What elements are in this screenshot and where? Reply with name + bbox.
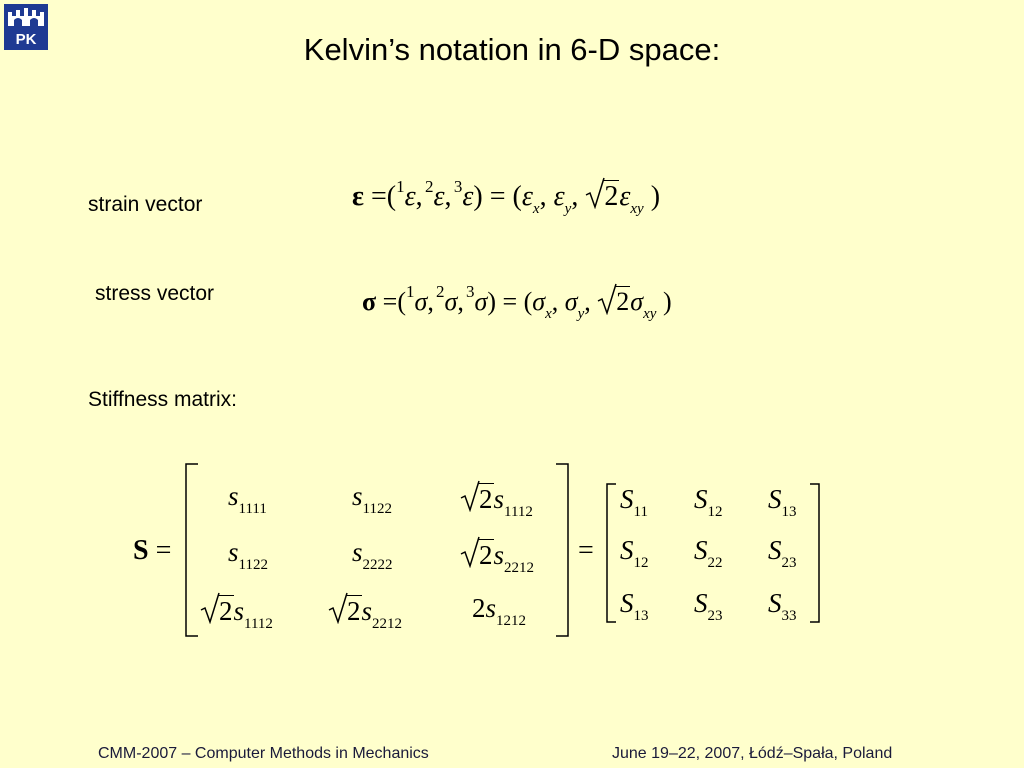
stiffness-right-cell-3-1: $S_{13}$: [620, 588, 649, 624]
stiffness-right-cell-2-3: $S_{23}$: [768, 535, 797, 571]
compliance-left-cell-2-3: $2s_{2212}$: [460, 539, 534, 569]
stiffness-right-cell-3-3: $S_{33}$: [768, 588, 797, 624]
equals-sign: =: [578, 535, 594, 566]
compliance-left-cell-1-3: $2s_{1112}$: [460, 483, 533, 513]
strain-vector-equation: ε =($^1$ε, $^2$ε, $^3\varepsilon) = (\varepsilon_x$, $\varepsilon_y$, $2\varepsilon_{xy}$ ): [352, 177, 661, 217]
stiffness-right-cell-2-2: $S_{22}$: [694, 535, 723, 571]
compliance-left-cell-3-3: $2s_{1212}$: [472, 593, 527, 629]
footer-conference: CMM-2007 – Computer Methods in Mechanics: [98, 745, 429, 762]
stiffness-right-cell-1-2: $S_{12}$: [694, 484, 723, 520]
stiffness-right-cell-1-1: $S_{11}$: [620, 484, 648, 520]
stiffness-right-cell-1-3: $S_{13}$: [768, 484, 797, 520]
compliance-left-cell-1-1: $s_{1111}$: [228, 481, 267, 517]
stiffness-matrix-label: Stiffness matrix:: [88, 388, 237, 411]
logo-text: PK: [15, 31, 37, 48]
footer-date-location: June 19–22, 2007, Łódź–Spała, Poland: [612, 745, 893, 762]
compliance-left-cell-2-2: $s_{2222}$: [352, 537, 393, 573]
stress-vector-label: stress vector: [95, 282, 215, 305]
compliance-left-cell-3-2: $2s_{2212}$: [328, 595, 402, 625]
compliance-left-cell-1-2: $s_{1122}$: [352, 481, 392, 517]
compliance-left-cell-3-1: $2s_{1112}$: [200, 595, 273, 625]
stiffness-symbol: S =: [133, 535, 172, 566]
slide-title: Kelvin’s notation in 6-D space:: [303, 32, 721, 67]
stiffness-right-cell-3-2: $S_{23}$: [694, 588, 723, 624]
compliance-left-cell-2-1: $s_{1122}$: [228, 537, 268, 573]
stiffness-right-cell-2-1: $S_{12}$: [620, 535, 649, 571]
stress-vector-equation: σ =($^1$σ, $^2$σ, $^3\sigma) = (\sigma_x$, $\sigma_y$, $2\sigma_{xy}$ ): [362, 282, 672, 322]
strain-vector-label: strain vector: [88, 193, 203, 216]
